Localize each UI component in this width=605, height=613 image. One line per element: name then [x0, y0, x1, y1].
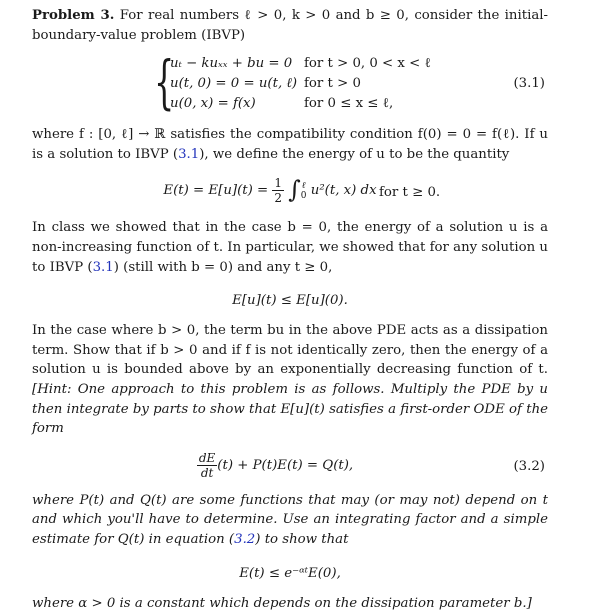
- energy-condition: for t ≥ 0.: [379, 183, 440, 203]
- final-inequality: [32, 556, 548, 590]
- final-inequality-text: E(t) ≤ e⁻ᵅᵗE(0),: [32, 564, 548, 584]
- system-eq-3: u(0, x) = f(x): [170, 94, 256, 114]
- hint-text: [Hint: One approach to this problem is as follows. Multiply the PDE by u then integrate by parts to show that E[u](t) satisfies a first-order ODE of the form: [32, 382, 548, 436]
- problem-label: Problem 3.: [32, 8, 114, 23]
- system-cond-3: for 0 ≤ x ≤ ℓ,: [304, 94, 393, 114]
- para1-text-b: ), we define the energy of u to be the quantity: [199, 147, 509, 162]
- ref-link-3-1[interactable]: 3.1: [178, 147, 199, 162]
- equation-number-3-2: (3.2): [513, 457, 545, 477]
- equation-number-3-1: (3.1): [513, 74, 545, 94]
- left-brace: {: [154, 49, 174, 115]
- paragraph-integrating-factor: [32, 491, 548, 550]
- ode-equation: [32, 445, 548, 487]
- ibvp-system: [32, 51, 548, 117]
- ode-rest: (t) + P(t)E(t) = Q(t),: [217, 458, 353, 473]
- one-half-fraction: $\frac{1}{2}$: [272, 176, 284, 205]
- de-dt-fraction: $\frac{dE}{dt}$: [197, 451, 217, 480]
- energy-definition: [32, 170, 548, 214]
- para1-text-a: where f : [0, ℓ] → ℝ satisfies the compatibility condition f(0) = 0 = f(ℓ). If u is a solution to IBVP (: [32, 127, 548, 162]
- intro-text: For real numbers ℓ > 0, k > 0 and b ≥ 0, consider the initial-boundary-value problem (IBVP): [32, 8, 548, 43]
- ref-link-3-2[interactable]: 3.2: [234, 532, 255, 547]
- integral-sign: ∫: [288, 176, 301, 204]
- para2-text-a: In class we showed that in the case b = 0, the energy of a solution u is a non-increasing function of t. In particular, we showed that for any solution u to IBVP (: [32, 220, 548, 274]
- problem-document: [32, 6, 548, 613]
- inequality-text: E[u](t) ≤ E[u](0).: [32, 291, 548, 311]
- energy-inequality: [32, 283, 548, 317]
- system-cond-2: for t > 0: [304, 74, 361, 94]
- paragraph-dissipation: [32, 321, 548, 439]
- integrand: u²(t, x) dx: [311, 183, 377, 198]
- para4-text-b: ) to show that: [255, 532, 348, 547]
- system-cond-1: for t > 0, 0 < x < ℓ: [304, 54, 431, 74]
- problem-intro: [32, 6, 548, 45]
- integral-limits: ℓ 0: [301, 181, 307, 201]
- ref-link-3-1b[interactable]: 3.1: [93, 260, 114, 275]
- paragraph-energy-intro: [32, 125, 548, 164]
- closing-line: where α > 0 is a constant which depends on the dissipation parameter b.]: [32, 594, 548, 613]
- system-eq-2: u(t, 0) = 0 = u(t, ℓ): [170, 74, 297, 94]
- energy-lhs: E(t) = E[u](t) =: [163, 183, 268, 198]
- para3-text: In the case where b > 0, the term bu in the above PDE acts as a dissipation term. Show that if b > 0 and if f is not identically zero, then the energy of a solution u is bounded above by an exponentially decreasing function of t.: [32, 323, 548, 377]
- para2-text-b: ) (still with b = 0) and any t ≥ 0,: [114, 260, 333, 275]
- paragraph-b-zero: [32, 218, 548, 277]
- para4-text-a: where P(t) and Q(t) are some functions that may (or may not) depend on t and which you'll have to determine. Use an integrating factor and a simple estimate for Q(t) in equation (: [32, 493, 548, 547]
- system-eq-1: uₜ − kuₓₓ + bu = 0: [170, 54, 292, 74]
